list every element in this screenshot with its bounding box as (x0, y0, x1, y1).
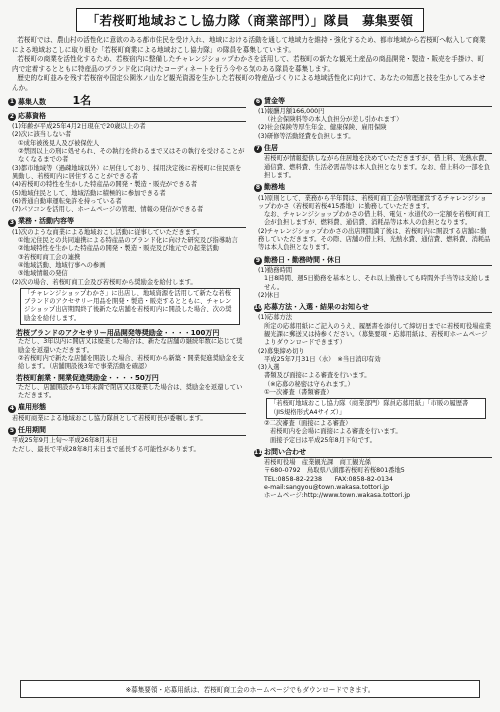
section-number-badge: 10 (254, 304, 263, 312)
section-number-badge: 11 (254, 448, 263, 456)
list-item: なお、チャレンジショップわかさの借上料、電気・水道代の一定額を若桜町商工会が負担しますが、燃料費、通信費、消耗品等は本人の負担となります。 (264, 211, 490, 227)
section-head (8, 217, 246, 227)
list-item: (1)年齢が平成25年4月2日現在で20歳以上の者 (12, 123, 146, 131)
required-documents-box: 「若桜町地域おこし協力隊（商業部門）隊員応募用紙」「市販の履歴書（JIS規格形式A4サイズ）」 (266, 398, 486, 419)
list-item: ②禁固以上の刑に処せられ、その執行を終わるまで又はその執行を受けることがなくなるまでの者 (18, 148, 245, 164)
list-item: ただし、最長で平成28年8月末日まで延長する可能性があります。 (12, 445, 200, 453)
list-item: (1)応募方法 (258, 314, 293, 322)
section-number-badge: 3 (9, 218, 15, 226)
challenge-shop-box: 「チャレンジショップわかさ」に出店し、地域資源を活用して新たな若桜ブランドのアクセサリー用品を開発・製造・販売するとともに、チャレンジショップ出店期間終了後新たな店舗を若桜町内に開設した場合、次の奨励金を給付します。 (20, 288, 240, 325)
list-item: (2)社会保険等厚生年金、健康保険、雇用保険 (258, 124, 387, 132)
section-title: 応募資格 (18, 112, 246, 122)
section-term (8, 426, 246, 454)
contact-email[interactable]: e-mail:sangyou@town.wakasa.tottori.jp (264, 484, 389, 492)
section-title: 雇用形態 (18, 403, 246, 413)
section-wages (254, 97, 492, 141)
list-item: （社会保険料等の本人負担分が差し引かれます） (264, 116, 403, 124)
recruit-count-value: 1名 (72, 93, 92, 107)
section-head (8, 403, 246, 413)
section-number-badge: 4 (9, 404, 15, 412)
list-item: (5)地域住民として、地域活動に積極的に参加できる者 (12, 189, 166, 197)
list-item: ①地元住民との共同連携による特産品のブランド化に向けた研究及び指導助言 (18, 237, 238, 245)
section-number-badge: 1 (9, 98, 15, 106)
list-item: 面接予定日は平成25年8月下旬です。 (270, 436, 376, 444)
list-item: (2)次に該当しない者 (12, 131, 72, 139)
section-title: 募集人数 (18, 97, 46, 106)
section-number-badge: 5 (9, 427, 15, 435)
section-head (254, 144, 492, 154)
section-workplace (254, 183, 492, 252)
list-item: 1日8時間、週5日勤務を基本とし、それ以上勤務しても時間外手当等は支給しません。 (264, 275, 491, 291)
section-hours (254, 256, 492, 300)
list-item: (2)次の場合、若桜町商工会及び若桜町から奨励金を給付します。 (12, 278, 197, 286)
intro-paragraph: 歴史的な町並みを残す若桜宿や国定公園氷ノ山など観光資源を生かした若桜町の特産品づくりによる地域活性化に向けて、あなたの知恵と技を生かしてみませんか。 (12, 74, 486, 92)
list-item: 若桜町商業による地域おこし協力隊員として若桜町長が委嘱します。 (12, 414, 207, 422)
list-item: （※応募の秘密は守られます。） (264, 380, 354, 388)
award-title: 若桜町創業・開業促進奨励金・・・・50万円 (16, 374, 159, 383)
section-title: 任用期間 (18, 426, 246, 436)
list-item: (1)次のような商業による地域おこし活動に従事していただきます。 (12, 228, 204, 236)
list-item: 平成25年9月上旬〜平成26年8月末日 (12, 437, 118, 445)
list-item: 所定の応募用紙にご記入のうえ、履歴書を添付して締切日までに若桜町役場産業観光課に郵送又は持参ください。（募集要項・応募用紙は、若桜町ホームページよりダウンロードできます） (264, 322, 492, 347)
section-head (254, 183, 492, 193)
section-qualification (8, 112, 246, 215)
section-head (254, 303, 492, 313)
section-title: お問い合わせ (264, 448, 492, 458)
list-item: (1)勤務時間 (258, 266, 293, 274)
list-item: (1)原則として、業務から半年間は、若桜町商工会が管理運営するチャレンジショップわかさ（若桜町若桜415番地）に勤務していただきます。 (258, 194, 487, 210)
list-item: (1)報酬月額166,000円 (258, 107, 325, 115)
section-head (254, 256, 492, 266)
section-head (254, 448, 492, 458)
page-title: 「若桜町地域おこし協力隊（商業部門）」隊員 募集要領 (76, 8, 425, 32)
section-title: 勤務地 (264, 183, 492, 193)
award-note: ②若桜町内で新たな店舗を開設した場合、若桜町から新築・開業促進奨励金を支給します。（店舗開設後3年で事業活動を確認） (18, 354, 245, 371)
list-item: (3)研修等活動経費を負担します。 (258, 132, 355, 140)
list-item: (6)普通自動車運転免許を持っている者 (12, 197, 122, 205)
award-title: 若桜ブランドのアクセサリー用品開発等奨励金・・・・100万円 (16, 328, 220, 337)
section-title: 業務・活動内容等 (18, 217, 246, 227)
intro (12, 36, 488, 94)
list-item: ①成年被後見人及び被保佐人 (18, 139, 100, 147)
right-column (254, 97, 492, 501)
section-duties (8, 217, 246, 400)
list-item: 若桜町が情報提供しながら住居地を決めていただきますが、借上料、光熱水費、通信費、燃料費、生活必需品等は本人負担となります。なお、借上料の一部を負担します。 (264, 155, 491, 179)
list-item: (3)入選 (258, 364, 280, 372)
section-housing (254, 144, 492, 180)
list-item: (4)若桜町の特性を生かした特産品の開発・製造・販売ができる者 (12, 181, 198, 189)
list-item: ③若桜町商工会の連携 (18, 253, 81, 261)
section-head (254, 97, 492, 107)
list-item: ②二次審査（面接による審査） (264, 419, 352, 427)
list-item: 書類及び面接による審査を行います。 (264, 372, 371, 380)
footer-note: ※募集要領・応募用紙は、若桜町商工会のホームページでもダウンロードできます。 (20, 680, 480, 698)
section-number-badge: 2 (9, 113, 15, 120)
section-head (8, 93, 246, 108)
contact-address: 〒680-0792 鳥取県八頭郡若桜町若桜801番地5 (264, 467, 405, 475)
section-number-badge: 8 (255, 184, 261, 192)
section-title: 賃金等 (264, 97, 492, 107)
list-item: (7)パソコンを活用し、ホームページの管理、情報の発信ができる者 (12, 206, 204, 214)
section-employment (8, 403, 246, 423)
list-item: ②地域特性を生かした特産品の開発・製造・販売及び地元での起業活動 (18, 245, 219, 253)
list-item: (3)都市地域等（過疎地域以外）に居住しており、採用決定後に若桜町に住民票を異動し、若桜町内に居住することができる者 (12, 164, 242, 180)
section-number-badge: 6 (255, 97, 261, 105)
section-head (8, 112, 246, 122)
section-title: 勤務日・勤務時間・休日 (264, 256, 492, 266)
section-application (254, 303, 492, 445)
section-contact (254, 448, 492, 501)
award-note: ただし、3年以内に開店又は廃業した場合は、新たな店舗の継続年数に応じて奨励金を返還いただきます。 (18, 338, 243, 354)
contact-website[interactable]: ホームページ:http://www.town.wakasa.tottori.jp (264, 492, 411, 500)
contact-phone: TEL:0858-82-2238 FAX:0858-82-0134 (264, 475, 394, 483)
title-wrap (8, 8, 492, 32)
section-number-badge: 9 (255, 256, 261, 264)
list-item: ④地域活動、地域行事への参画 (18, 261, 106, 269)
contact-office: 若桜町役場 産業観光課 商工観光係 (264, 459, 372, 467)
list-item: ①一次審査（書類審査） (264, 389, 333, 397)
list-item: (2)チャレンジショップわかさの出店期間満了後は、若桜町内に開設する店舗に勤務していただきます。その際、店舗の借上料、光熱水費、通信費、燃料費、消耗品等は本人負担となります。 (258, 227, 491, 252)
award-note: ただし、店舗開設から1年未満で閉店又は廃業した場合は、奨励金を返還していただきます。 (18, 383, 243, 400)
section-title: 住居 (264, 144, 492, 154)
section-title: 応募方法・入選・結果のお知らせ (264, 303, 492, 313)
columns (8, 93, 492, 501)
section-number-badge: 7 (255, 145, 261, 153)
list-item: 若桜町内を会場に面接による審査を行います。 (270, 428, 402, 436)
list-item: ⑤地域情報の発信 (18, 270, 68, 278)
section-recruit-count (8, 93, 246, 109)
list-item: (2)募集締め切り (258, 347, 305, 355)
list-item: (2)休日 (258, 291, 280, 299)
deadline: 平成25年7月31日（水） ※当日消印有効 (264, 355, 381, 363)
left-column (8, 93, 246, 501)
intro-paragraph: 若桜町の商業を活性化するため、若桜宿内に整備したチャレンジショップわかさを活用して、若桜町の新たな観光土産品の商品開発・製造・販売を手掛け、町内で定着するとともに特産品のブランド化に向けたコーディネートを行う今やる気のある隊員を募集します。 (12, 55, 484, 73)
intro-paragraph: 若桜町では、農山村の活性化に意欲のある都市住民を受け入れ、地域における活動を通して地域力を維持・強化するため、都市地域から若桜町へ転入して商業による地域おこしに取り組む「若桜町商業による地域おこし協力隊」の隊員を募集しています。 (12, 36, 486, 54)
section-head (8, 426, 246, 436)
